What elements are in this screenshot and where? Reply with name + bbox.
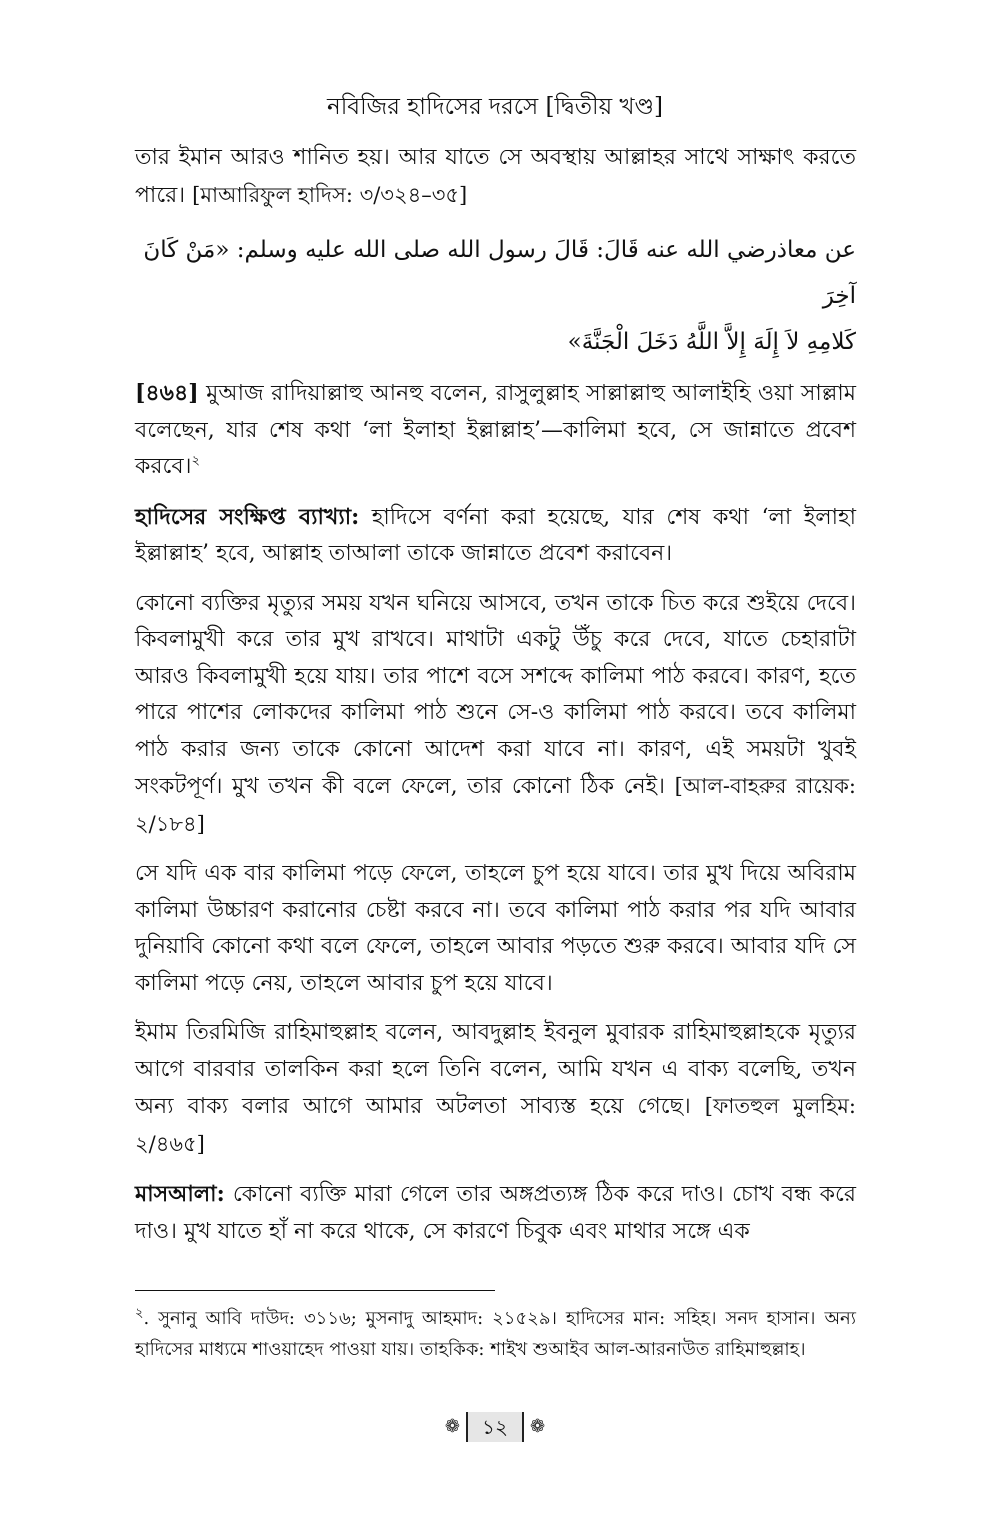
summary-paragraph <box>135 499 856 573</box>
explanation-paragraph-2 <box>135 856 856 1002</box>
left-ornament-icon: ❁ <box>444 1416 460 1437</box>
footnote-paragraph <box>135 1303 856 1365</box>
right-ornament-icon: ❁ <box>529 1416 546 1437</box>
page-number-ornament <box>445 1412 545 1442</box>
page-number: ১২ <box>466 1412 524 1442</box>
explanation-text-1: কোনো ব্যক্তির মৃত্যুর সময় যখন ঘনিয়ে আসবে, তখন তাকে চিত করে শুইয়ে দেবে। কিবলামুখী করে তার মুখ রাখবে। মাথাটা একটু উঁচু করে দেবে, যাতে চেহারাটা আরও কিবলামুখী হয়ে যায়। তার পাশে বসে সশব্দে কালিমা পাঠ করবে। কারণ, হতে পারে পাশের লোকদের কালিমা পাঠ শুনে সে-ও কালিমা পাঠ করবে। তবে কালিমা পাঠ করার জন্য তাকে কোনো আদেশ করা যাবে না। কারণ, এই সময়টা খুবই সংকটপূর্ণ। মুখ তখন কী বলে ফেলে, তার কোনো ঠিক নেই। <box>135 590 856 799</box>
masala-text: কোনো ব্যক্তি মারা গেলে তার অঙ্গপ্রত্যঙ্গ ঠিক করে দাও। চোখ বন্ধ করে দাও। মুখ যাতে হাঁ না করে থাকে, সে কারণে চিবুক এবং মাথার সঙ্গে এক <box>135 1182 856 1244</box>
footnote-text: . সুনানু আবি দাউদ: ৩১১৬; মুসনাদু আহমাদ: ২১৫২৯। হাদিসের মান: সহিহ। সনদ হাসান। অন্য হাদিসের মাধ্যমে শাওয়াহেদ পাওয়া যায়। তাহকিক: শাইখ শুআইব আল-আরনাউত রাহিমাহুল্লাহ। <box>135 1308 856 1360</box>
page-number-block <box>0 1410 990 1442</box>
hadith-text: মুআজ রাদিয়াল্লাহু আনহু বলেন, রাসুলুল্লাহ সাল্লাল্লাহু আলাইহি ওয়া সাল্লাম বলেছেন, যার শেষ কথা ‘লা ইলাহা ইল্লাল্লাহ’—কালিমা হবে, সে জান্নাতে প্রবেশ করবে। <box>135 381 856 479</box>
explanation-reference-3: [ফাতহুল মুলহিম: ২/৪৬৫] <box>135 1094 857 1156</box>
hadith-paragraph <box>135 375 856 486</box>
footnote-marker[interactable]: ২ <box>191 453 200 469</box>
footnote-number: ২ <box>135 1306 144 1321</box>
explanation-text-2: সে যদি এক বার কালিমা পড়ে ফেলে, তাহলে চুপ হয়ে যাবে। তার মুখ দিয়ে অবিরাম কালিমা উচ্চারণ করানোর চেষ্টা করবে না। তবে কালিমা পাঠ করার পর যদি আবার দুনিয়াবি কোনো কথা বলে ফেলে, তাহলে আবার পড়তে শুরু করবে। আবার যদি সে কালিমা পড়ে নেয়, তাহলে আবার চুপ হয়ে যাবে। <box>135 861 856 996</box>
running-header <box>0 90 990 124</box>
explanation-paragraph-1 <box>135 586 856 844</box>
footnote <box>135 1303 856 1365</box>
page-body <box>135 140 856 1263</box>
book-title: নবিজির হাদিসের দরসে [দ্বিতীয় খণ্ড] <box>326 94 664 120</box>
arabic-line-1: عن معاذرضي الله عنه قَالَ: قَالَ رسول الله صلى الله عليه وسلم: «مَنْ كَانَ آخِرَ <box>143 237 856 309</box>
summary-text: হাদিসে বর্ণনা করা হয়েছে, যার শেষ কথা ‘লা ইলাহা ইল্লাল্লাহ’ হবে, আল্লাহ তাআলা তাকে জান্নাতে প্রবেশ করাবেন। <box>135 504 856 566</box>
intro-text: তার ইমান আরও শানিত হয়। আর যাতে সে অবস্থায় আল্লাহর সাথে সাক্ষাৎ করতে পারে। <box>135 145 856 208</box>
masala-paragraph <box>135 1176 856 1250</box>
footnote-divider <box>135 1290 495 1291</box>
intro-reference: [মাআরিফুল হাদিস: ৩/৩২৪–৩৫] <box>192 182 468 207</box>
explanation-text-3: ইমাম তিরমিজি রাহিমাহুল্লাহ বলেন, আবদুল্লাহ ইবনুল মুবারক রাহিমাহুল্লাহকে মৃত্যুর আগে বারবার তালকিন করা হলে তিনি বলেন, আমি যখন এ বাক্য বলেছি, তখন অন্য বাক্য বলার আগে আমার অটলতা সাব্যস্ত হয়ে গেছে। <box>135 1020 856 1119</box>
arabic-line-2: كَلامِهِ لاَ إِلَهَ إِلاَّ اللَّهُ دَخَلَ الْجَنَّةَ» <box>567 329 856 355</box>
summary-label: হাদিসের সংক্ষিপ্ত ব্যাখ্যা: <box>135 503 360 530</box>
masala-label: মাসআলা: <box>135 1181 225 1207</box>
hadith-number: [৪৬৪] <box>135 380 199 406</box>
explanation-paragraph-3 <box>135 1015 856 1163</box>
explanation-reference-1: [আল-বাহরুর রায়েক: ২/১৮৪] <box>135 774 856 836</box>
intro-paragraph <box>135 140 856 214</box>
arabic-hadith-text <box>135 227 856 365</box>
